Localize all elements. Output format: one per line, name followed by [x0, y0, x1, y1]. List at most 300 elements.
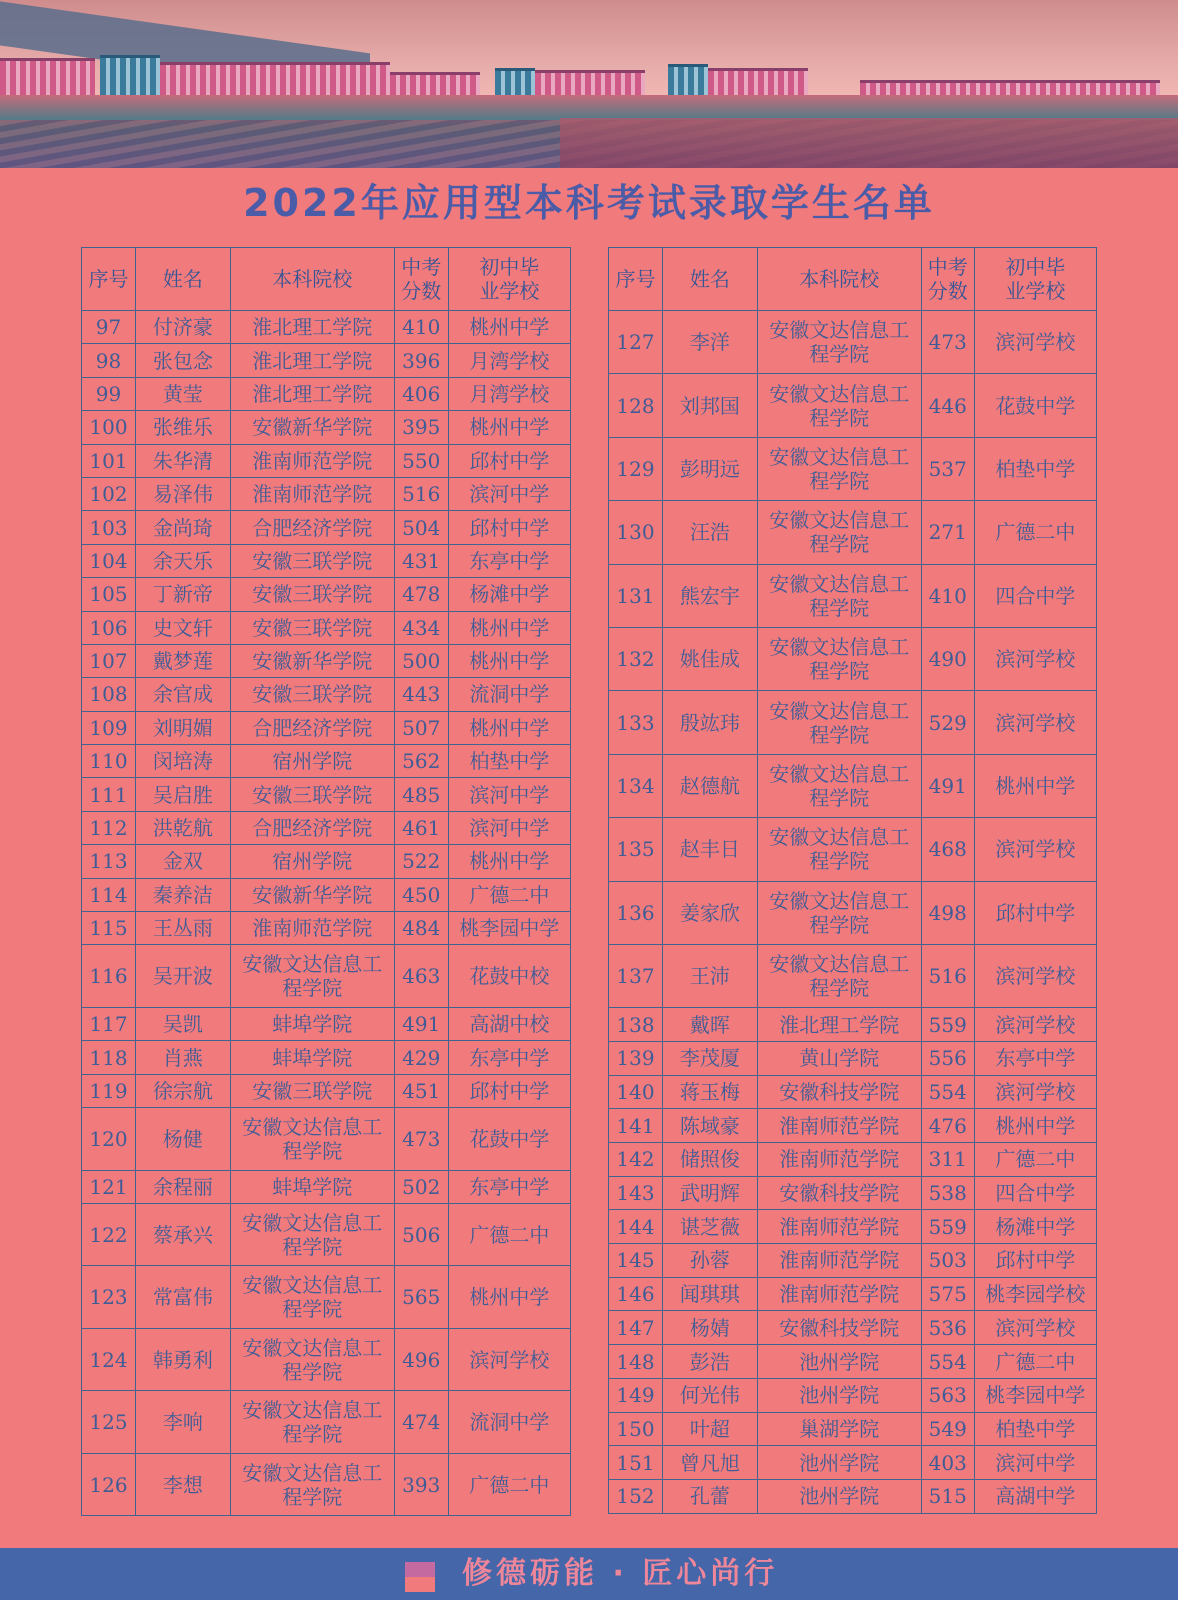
college-name: 安徽新华学院	[230, 644, 394, 677]
table-row	[82, 311, 571, 344]
middle-school: 广德二中	[448, 1453, 570, 1516]
row-index: 117	[82, 1007, 136, 1040]
middle-school: 滨河中学	[448, 811, 570, 844]
college-name-line1: 安徽文达信息工	[242, 1398, 383, 1423]
row-index: 137	[609, 944, 663, 1007]
student-name: 戴梦莲	[135, 644, 230, 677]
table-row	[82, 745, 571, 778]
student-name: 杨婧	[662, 1311, 757, 1345]
student-name: 李想	[135, 1453, 230, 1516]
middle-school: 邱村中学	[448, 444, 570, 477]
college-name: 安徽三联学院	[230, 611, 394, 644]
row-index: 141	[609, 1109, 663, 1143]
exam-score: 410	[921, 564, 974, 627]
row-index: 152	[609, 1479, 663, 1513]
college-name: 安徽三联学院	[230, 544, 394, 577]
table-row	[609, 437, 1097, 500]
middle-school: 流洞中学	[448, 678, 570, 711]
exam-score: 503	[921, 1244, 974, 1278]
table-row	[82, 1203, 571, 1266]
page-title: 2022年应用型本科考试录取学生名单	[243, 181, 935, 225]
exam-score: 556	[921, 1041, 974, 1075]
student-name: 金双	[135, 845, 230, 878]
row-index: 113	[82, 845, 136, 878]
table-row	[82, 1328, 571, 1391]
table-row	[82, 477, 571, 510]
college-name-line1: 安徽文达信息工	[769, 698, 910, 723]
exam-score: 515	[921, 1479, 974, 1513]
row-index: 148	[609, 1345, 663, 1379]
college-name: 宿州学院	[230, 845, 394, 878]
row-index: 127	[609, 311, 663, 374]
middle-school: 广德二中	[974, 1143, 1096, 1177]
table-row	[82, 778, 571, 811]
college-name-line1: 安徽文达信息工	[769, 318, 910, 343]
table-row	[609, 1143, 1097, 1177]
college-name-line1: 安徽文达信息工	[769, 761, 910, 786]
table-row	[609, 1075, 1097, 1109]
footer-motto: 修德砺能 · 匠心尚行	[462, 1556, 779, 1591]
table-row	[82, 811, 571, 844]
row-index: 126	[82, 1453, 136, 1516]
middle-school: 桃州中学	[974, 754, 1096, 817]
student-name: 史文轩	[135, 611, 230, 644]
middle-school: 滨河中学	[448, 477, 570, 510]
middle-school: 东亭中学	[448, 1041, 570, 1074]
table-row	[82, 444, 571, 477]
exam-score: 498	[921, 881, 974, 944]
table-row	[609, 1311, 1097, 1345]
header-index: 序号	[609, 248, 663, 311]
middle-school: 花鼓中学	[448, 1108, 570, 1171]
college-name-line1: 安徽文达信息工	[769, 508, 910, 533]
row-index: 101	[82, 444, 136, 477]
college-name: 淮南师范学院	[757, 1244, 921, 1278]
college-name-line2: 程学院	[809, 595, 870, 620]
exam-score: 516	[394, 477, 448, 510]
table-row	[82, 1266, 571, 1329]
student-name: 余程丽	[135, 1170, 230, 1203]
student-name: 秦养洁	[135, 878, 230, 911]
row-index: 104	[82, 544, 136, 577]
table-row	[82, 1074, 571, 1107]
table-header-row	[609, 248, 1097, 311]
student-name: 吴启胜	[135, 778, 230, 811]
table-row	[82, 411, 571, 444]
header-college: 本科院校	[230, 248, 394, 311]
student-name: 闻琪琪	[662, 1277, 757, 1311]
student-name: 蒋玉梅	[662, 1075, 757, 1109]
student-name: 陈域豪	[662, 1109, 757, 1143]
college-name	[757, 818, 921, 881]
row-index: 147	[609, 1311, 663, 1345]
college-name: 安徽三联学院	[230, 778, 394, 811]
row-index: 98	[82, 344, 136, 377]
college-name	[757, 627, 921, 690]
row-index: 133	[609, 691, 663, 754]
college-name-line1: 安徽文达信息工	[242, 1335, 383, 1360]
college-name: 淮北理工学院	[230, 311, 394, 344]
student-name: 武明辉	[662, 1176, 757, 1210]
row-index: 138	[609, 1008, 663, 1042]
exam-score: 403	[921, 1446, 974, 1480]
exam-score: 491	[394, 1007, 448, 1040]
college-name-line1: 安徽文达信息工	[769, 571, 910, 596]
right-table-body	[609, 311, 1097, 1514]
middle-school: 滨河学校	[974, 627, 1096, 690]
exam-score: 429	[394, 1041, 448, 1074]
student-name: 储照俊	[662, 1143, 757, 1177]
student-name: 赵丰日	[662, 818, 757, 881]
student-name: 王沛	[662, 944, 757, 1007]
exam-score: 446	[921, 374, 974, 437]
college-name: 巢湖学院	[757, 1412, 921, 1446]
table-row	[609, 564, 1097, 627]
header-score-line1: 中考	[927, 255, 968, 279]
table-row	[82, 1391, 571, 1454]
college-name-line1: 安徽文达信息工	[769, 381, 910, 406]
college-name: 淮南师范学院	[757, 1210, 921, 1244]
middle-school: 花鼓中学	[974, 374, 1096, 437]
exam-score: 559	[921, 1210, 974, 1244]
college-name-line2: 程学院	[282, 976, 343, 1001]
college-name: 安徽科技学院	[757, 1075, 921, 1109]
exam-score: 516	[921, 944, 974, 1007]
exam-score: 538	[921, 1176, 974, 1210]
middle-school: 邱村中学	[974, 1244, 1096, 1278]
table-row	[82, 845, 571, 878]
table-row	[82, 1108, 571, 1171]
square-logo-icon	[405, 1562, 435, 1592]
student-name: 洪乾航	[135, 811, 230, 844]
table-row	[82, 1041, 571, 1074]
exam-score: 537	[921, 437, 974, 500]
table-row	[609, 1277, 1097, 1311]
college-name-line1: 安徽文达信息工	[242, 1273, 383, 1298]
row-index: 150	[609, 1412, 663, 1446]
college-name: 池州学院	[757, 1378, 921, 1412]
college-name: 宿州学院	[230, 745, 394, 778]
exam-score: 554	[921, 1345, 974, 1379]
row-index: 124	[82, 1328, 136, 1391]
student-name: 戴晖	[662, 1008, 757, 1042]
exam-score: 565	[394, 1266, 448, 1329]
row-index: 145	[609, 1244, 663, 1278]
exam-score: 478	[394, 578, 448, 611]
table-row	[609, 627, 1097, 690]
student-name: 韩勇利	[135, 1328, 230, 1391]
header-middle-school	[448, 248, 570, 311]
exam-score: 484	[394, 912, 448, 945]
middle-school: 四合中学	[974, 1176, 1096, 1210]
college-name-line1: 安徽文达信息工	[769, 825, 910, 850]
row-index: 109	[82, 711, 136, 744]
exam-score: 529	[921, 691, 974, 754]
college-name-line1: 安徽文达信息工	[769, 888, 910, 913]
row-index: 142	[609, 1143, 663, 1177]
student-name: 彭浩	[662, 1345, 757, 1379]
middle-school: 桃李园学校	[974, 1277, 1096, 1311]
student-name: 李茂厦	[662, 1041, 757, 1075]
row-index: 115	[82, 912, 136, 945]
table-row	[609, 1008, 1097, 1042]
college-name	[230, 1328, 394, 1391]
middle-school: 滨河学校	[974, 944, 1096, 1007]
table-row	[82, 912, 571, 945]
table-row	[609, 1345, 1097, 1379]
student-name: 张包念	[135, 344, 230, 377]
college-name	[230, 1203, 394, 1266]
exam-score: 522	[394, 845, 448, 878]
exam-score: 476	[921, 1109, 974, 1143]
student-name: 李响	[135, 1391, 230, 1454]
row-index: 143	[609, 1176, 663, 1210]
exam-score: 473	[394, 1108, 448, 1171]
row-index: 118	[82, 1041, 136, 1074]
row-index: 119	[82, 1074, 136, 1107]
college-name: 安徽新华学院	[230, 878, 394, 911]
college-name-line1: 安徽文达信息工	[242, 1460, 383, 1485]
exam-score: 496	[394, 1328, 448, 1391]
middle-school: 月湾学校	[448, 377, 570, 410]
student-name: 吴凯	[135, 1007, 230, 1040]
table-row	[609, 881, 1097, 944]
middle-school: 柏垫中学	[974, 437, 1096, 500]
table-row	[609, 1412, 1097, 1446]
table-row	[609, 1479, 1097, 1513]
exam-score: 461	[394, 811, 448, 844]
college-name-line2: 程学院	[809, 342, 870, 367]
exam-score: 311	[921, 1143, 974, 1177]
exam-score: 554	[921, 1075, 974, 1109]
exam-score: 395	[394, 411, 448, 444]
college-name-line1: 安徽文达信息工	[242, 952, 383, 977]
header-score-line2: 分数	[401, 279, 442, 303]
table-row	[609, 1041, 1097, 1075]
college-name-line2: 程学院	[282, 1359, 343, 1384]
exam-score: 410	[394, 311, 448, 344]
student-name: 何光伟	[662, 1378, 757, 1412]
middle-school: 邱村中学	[974, 881, 1096, 944]
college-name: 淮北理工学院	[757, 1008, 921, 1042]
middle-school: 邱村中学	[448, 511, 570, 544]
college-name-line2: 程学院	[809, 849, 870, 874]
header-school-line1: 初中毕	[479, 255, 540, 279]
student-name: 易泽伟	[135, 477, 230, 510]
admission-table-right	[608, 247, 1097, 1514]
exam-score: 575	[921, 1277, 974, 1311]
header-score-line1: 中考	[401, 255, 442, 279]
exam-score: 504	[394, 511, 448, 544]
row-index: 139	[609, 1041, 663, 1075]
row-index: 111	[82, 778, 136, 811]
middle-school: 杨滩中学	[974, 1210, 1096, 1244]
college-name	[757, 691, 921, 754]
row-index: 122	[82, 1203, 136, 1266]
college-name	[230, 1266, 394, 1329]
middle-school: 滨河学校	[448, 1328, 570, 1391]
student-name: 彭明远	[662, 437, 757, 500]
row-index: 146	[609, 1277, 663, 1311]
table-row	[609, 1176, 1097, 1210]
student-name: 朱华清	[135, 444, 230, 477]
row-index: 114	[82, 878, 136, 911]
exam-score: 393	[394, 1453, 448, 1516]
exam-score: 502	[394, 1170, 448, 1203]
student-name: 张维乐	[135, 411, 230, 444]
middle-school: 桃州中学	[448, 711, 570, 744]
exam-score: 443	[394, 678, 448, 711]
college-name	[757, 311, 921, 374]
student-name: 汪浩	[662, 501, 757, 564]
table-row	[82, 1170, 571, 1203]
student-name: 刘邦国	[662, 374, 757, 437]
table-row	[609, 818, 1097, 881]
middle-school: 柏垫中学	[974, 1412, 1096, 1446]
middle-school: 滨河中学	[448, 778, 570, 811]
table-row	[609, 1378, 1097, 1412]
college-name-line2: 程学院	[809, 785, 870, 810]
college-name-line2: 程学院	[809, 405, 870, 430]
table-row	[609, 501, 1097, 564]
header-school-line2: 业学校	[1005, 279, 1066, 303]
college-name	[230, 1108, 394, 1171]
row-index: 116	[82, 945, 136, 1008]
college-name: 安徽科技学院	[757, 1311, 921, 1345]
middle-school: 滨河学校	[974, 691, 1096, 754]
college-name-line2: 程学院	[282, 1422, 343, 1447]
row-index: 132	[609, 627, 663, 690]
row-index: 99	[82, 377, 136, 410]
college-name-line1: 安徽文达信息工	[242, 1210, 383, 1235]
college-name-line2: 程学院	[282, 1138, 343, 1163]
college-name-line2: 程学院	[809, 912, 870, 937]
table-row	[82, 644, 571, 677]
exam-score: 396	[394, 344, 448, 377]
middle-school: 桃州中学	[974, 1109, 1096, 1143]
middle-school: 杨滩中学	[448, 578, 570, 611]
exam-score: 550	[394, 444, 448, 477]
header-score	[921, 248, 974, 311]
table-row	[609, 311, 1097, 374]
student-name: 金尚琦	[135, 511, 230, 544]
student-name: 熊宏宇	[662, 564, 757, 627]
college-name-line1: 安徽文达信息工	[242, 1114, 383, 1139]
middle-school: 东亭中学	[974, 1041, 1096, 1075]
exam-score: 536	[921, 1311, 974, 1345]
college-name	[757, 374, 921, 437]
row-index: 151	[609, 1446, 663, 1480]
exam-score: 406	[394, 377, 448, 410]
footer-bar	[0, 1548, 1178, 1600]
table-header-row	[82, 248, 571, 311]
middle-school: 高湖中学	[974, 1479, 1096, 1513]
exam-score: 431	[394, 544, 448, 577]
student-name: 肖燕	[135, 1041, 230, 1074]
middle-school: 月湾学校	[448, 344, 570, 377]
middle-school: 滨河学校	[974, 311, 1096, 374]
row-index: 134	[609, 754, 663, 817]
exam-score: 507	[394, 711, 448, 744]
row-index: 103	[82, 511, 136, 544]
middle-school: 东亭中学	[448, 544, 570, 577]
college-name-line2: 程学院	[809, 976, 870, 1001]
college-name: 安徽三联学院	[230, 678, 394, 711]
exam-score: 559	[921, 1008, 974, 1042]
middle-school: 广德二中	[448, 1203, 570, 1266]
college-name: 池州学院	[757, 1479, 921, 1513]
middle-school: 广德二中	[974, 1345, 1096, 1379]
row-index: 110	[82, 745, 136, 778]
college-name: 安徽三联学院	[230, 578, 394, 611]
exam-score: 500	[394, 644, 448, 677]
header-middle-school	[974, 248, 1096, 311]
row-index: 135	[609, 818, 663, 881]
middle-school: 桃州中学	[448, 845, 570, 878]
student-name: 吴开波	[135, 945, 230, 1008]
row-index: 102	[82, 477, 136, 510]
exam-score: 271	[921, 501, 974, 564]
table-row	[609, 1109, 1097, 1143]
table-row	[82, 611, 571, 644]
table-row	[609, 374, 1097, 437]
student-name: 丁新帝	[135, 578, 230, 611]
middle-school: 流洞中学	[448, 1391, 570, 1454]
table-row	[609, 944, 1097, 1007]
row-index: 131	[609, 564, 663, 627]
college-name	[757, 944, 921, 1007]
table-row	[609, 1210, 1097, 1244]
college-name-line1: 安徽文达信息工	[769, 952, 910, 977]
middle-school: 四合中学	[974, 564, 1096, 627]
row-index: 149	[609, 1378, 663, 1412]
college-name: 淮北理工学院	[230, 344, 394, 377]
table-row	[82, 544, 571, 577]
table-row	[609, 1244, 1097, 1278]
row-index: 107	[82, 644, 136, 677]
college-name-line2: 程学院	[809, 532, 870, 557]
row-index: 125	[82, 1391, 136, 1454]
student-name: 余官成	[135, 678, 230, 711]
student-name: 姜家欣	[662, 881, 757, 944]
row-index: 136	[609, 881, 663, 944]
college-name-line1: 安徽文达信息工	[769, 635, 910, 660]
student-name: 谌芝薇	[662, 1210, 757, 1244]
middle-school: 东亭中学	[448, 1170, 570, 1203]
college-name: 合肥经济学院	[230, 811, 394, 844]
table-row	[82, 1007, 571, 1040]
row-index: 128	[609, 374, 663, 437]
table-row	[609, 754, 1097, 817]
student-name: 付济豪	[135, 311, 230, 344]
student-name: 孙蓉	[662, 1244, 757, 1278]
row-index: 140	[609, 1075, 663, 1109]
table-row	[82, 878, 571, 911]
exam-score: 485	[394, 778, 448, 811]
college-name-line2: 程学院	[282, 1297, 343, 1322]
college-name-line2: 程学院	[282, 1484, 343, 1509]
college-name: 安徽科技学院	[757, 1176, 921, 1210]
college-name	[230, 945, 394, 1008]
college-name: 淮南师范学院	[230, 444, 394, 477]
row-index: 112	[82, 811, 136, 844]
exam-score: 463	[394, 945, 448, 1008]
table-row	[82, 711, 571, 744]
table-row	[609, 1446, 1097, 1480]
college-name: 池州学院	[757, 1446, 921, 1480]
header-score	[394, 248, 448, 311]
exam-score: 506	[394, 1203, 448, 1266]
